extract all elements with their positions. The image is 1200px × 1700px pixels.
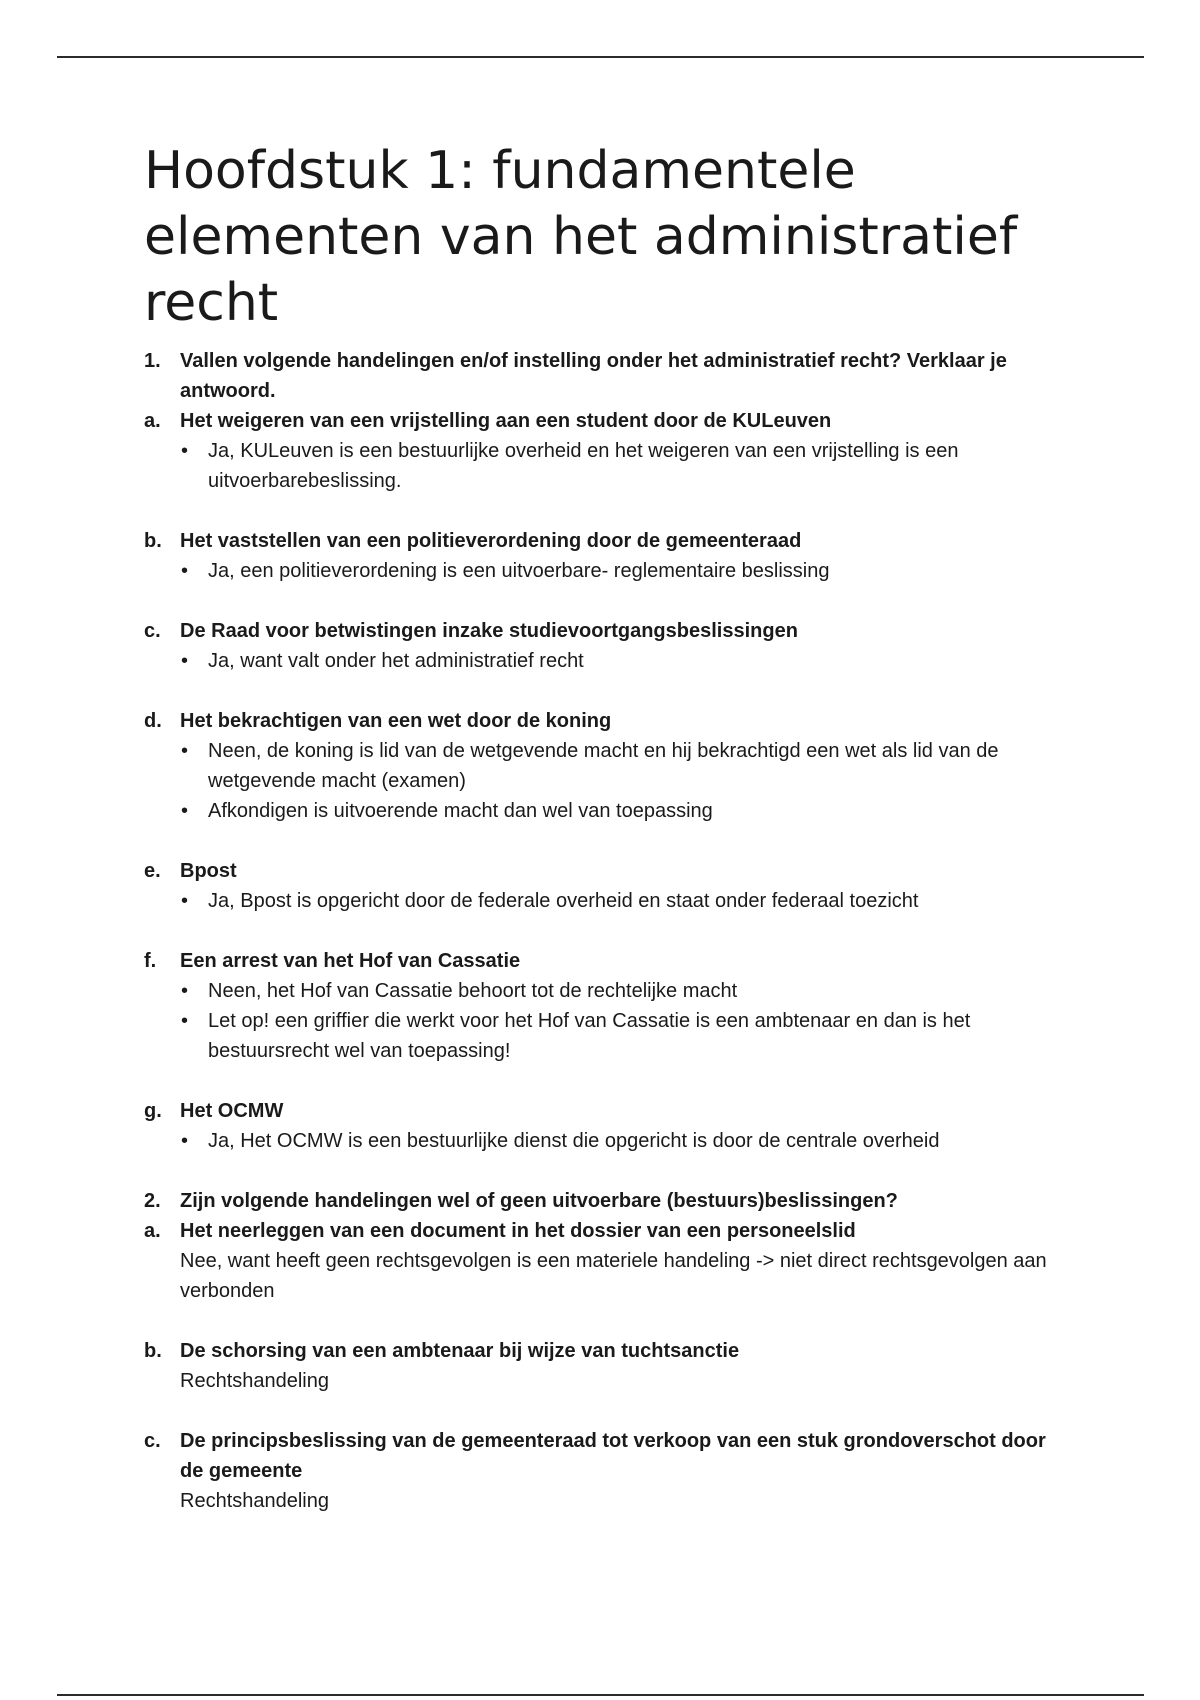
answer-bullet: • Ja, Bpost is opgericht door de federale overheid en staat onder federaal toezicht — [180, 886, 1074, 916]
answer-list — [180, 646, 1074, 676]
bullet-icon: • — [181, 980, 189, 1002]
sub-question-heading: Het bekrachtigen van een wet door de koning — [180, 710, 612, 732]
answer-bullet: • Neen, de koning is lid van de wetgevende macht en hij bekrachtigd een wet als lid van de wetgevende macht (examen) — [180, 736, 1074, 796]
sub-question-g — [144, 1096, 1074, 1156]
sub-question-2c — [144, 1426, 1074, 1516]
bullet-icon: • — [181, 800, 189, 822]
question-number: 1. — [144, 350, 161, 372]
question-text: Zijn volgende handelingen wel of geen uitvoerbare (bestuurs)beslissingen? — [180, 1190, 898, 1212]
sub-question-heading: Het vaststellen van een politieverordening door de gemeenteraad — [180, 530, 802, 552]
answer-list — [180, 436, 1074, 496]
sub-question-letter: f. — [144, 950, 157, 972]
sub-question-a — [144, 406, 1074, 496]
sub-question-2b — [144, 1336, 1074, 1396]
sub-question-letter: c. — [144, 1430, 161, 1452]
document-body — [144, 138, 1074, 1516]
answer-list — [180, 886, 1074, 916]
sub-question-heading: Het weigeren van een vrijstelling aan een student door de KULeuven — [180, 410, 832, 432]
answer-list — [180, 976, 1074, 1066]
sub-question-letter: a. — [144, 410, 161, 432]
top-rule — [57, 56, 1144, 58]
answer-bullet: • Ja, KULeuven is een bestuurlijke overheid en het weigeren van een vrijstelling is een uitvoerbarebeslissing. — [180, 436, 1074, 496]
sub-question-letter: e. — [144, 860, 161, 882]
sub-question-e — [144, 856, 1074, 916]
sub-question-heading: De schorsing van een ambtenaar bij wijze van tuchtsanctie — [180, 1340, 740, 1362]
sub-question-f — [144, 946, 1074, 1066]
sub-question-d — [144, 706, 1074, 826]
question-number: 2. — [144, 1190, 161, 1212]
question-text: Vallen volgende handelingen en/of instelling onder het administratief recht? Verklaar je antwoord. — [180, 350, 1007, 402]
answer-text: Rechtshandeling — [180, 1370, 329, 1392]
sub-question-heading: Bpost — [180, 860, 237, 882]
bullet-icon: • — [181, 740, 189, 762]
bullet-icon: • — [181, 560, 189, 582]
sub-question-heading: Een arrest van het Hof van Cassatie — [180, 950, 521, 972]
page-title: Hoofdstuk 1: fundamentele elementen van het administratief recht — [144, 141, 1018, 333]
sub-question-letter: b. — [144, 1340, 162, 1362]
bullet-icon: • — [181, 1130, 189, 1152]
sub-question-letter: a. — [144, 1220, 161, 1242]
answer-list — [180, 736, 1074, 826]
sub-question-letter: b. — [144, 530, 162, 552]
question-1 — [144, 346, 1074, 406]
sub-question-c — [144, 616, 1074, 676]
sub-question-2a — [144, 1216, 1074, 1306]
bullet-icon: • — [181, 440, 189, 462]
answer-list — [180, 556, 1074, 586]
answer-bullet: • Neen, het Hof van Cassatie behoort tot de rechtelijke macht — [180, 976, 1074, 1006]
answer-text: Nee, want heeft geen rechtsgevolgen is een materiele handeling -> niet direct rechtsgevolgen aan verbonden — [180, 1250, 1047, 1302]
answer-bullet: • Ja, Het OCMW is een bestuurlijke dienst die opgericht is door de centrale overheid — [180, 1126, 1074, 1156]
sub-question-heading: Het neerleggen van een document in het dossier van een personeelslid — [180, 1220, 856, 1242]
sub-question-letter: d. — [144, 710, 162, 732]
sub-question-b — [144, 526, 1074, 586]
sub-question-heading: De Raad voor betwistingen inzake studievoortgangsbeslissingen — [180, 620, 798, 642]
answer-bullet: • Ja, een politieverordening is een uitvoerbare- reglementaire beslissing — [180, 556, 1074, 586]
answer-text: Rechtshandeling — [180, 1490, 329, 1512]
sub-question-heading: De principsbeslissing van de gemeenteraad tot verkoop van een stuk grondoverschot door de gemeente — [180, 1430, 1046, 1482]
answer-bullet: • Let op! een griffier die werkt voor het Hof van Cassatie is een ambtenaar en dan is het bestuursrecht wel van toepassing! — [180, 1006, 1074, 1066]
bullet-icon: • — [181, 890, 189, 912]
answer-list — [180, 1126, 1074, 1156]
sub-question-letter: c. — [144, 620, 161, 642]
bullet-icon: • — [181, 650, 189, 672]
bottom-rule — [57, 1694, 1144, 1696]
sub-question-heading: Het OCMW — [180, 1100, 284, 1122]
answer-bullet: • Ja, want valt onder het administratief recht — [180, 646, 1074, 676]
bullet-icon: • — [181, 1010, 189, 1032]
sub-question-letter: g. — [144, 1100, 162, 1122]
answer-bullet: • Afkondigen is uitvoerende macht dan wel van toepassing — [180, 796, 1074, 826]
question-2 — [144, 1186, 1074, 1216]
